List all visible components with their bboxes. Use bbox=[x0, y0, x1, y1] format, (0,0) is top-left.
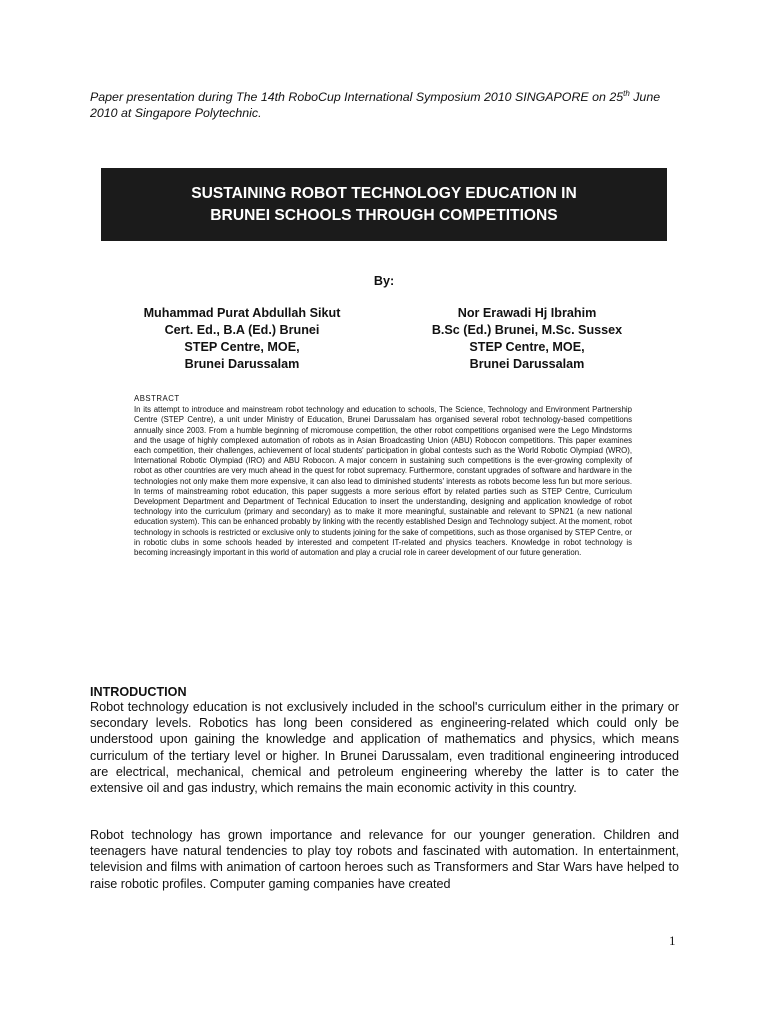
author-name: Muhammad Purat Abdullah Sikut bbox=[143, 306, 341, 320]
abstract-section bbox=[134, 394, 632, 558]
presentation-note bbox=[90, 89, 690, 121]
author-name: Nor Erawadi Hj Ibrahim bbox=[457, 306, 597, 320]
introduction-paragraph-2: Robot technology has grown importance and relevance for our younger generation. Children and teenagers have natural tendencies to play toy robots and fascinated with automation. In entertainment, television and films with animation of cartoon heroes such as Transformers and Star Wars have helped to raise robotic profiles. Computer gaming companies have created bbox=[90, 828, 679, 891]
presentation-note-superscript: th bbox=[623, 88, 630, 98]
author-block-1 bbox=[102, 305, 382, 373]
title-banner bbox=[101, 168, 667, 241]
introduction-heading: INTRODUCTION bbox=[90, 685, 187, 699]
introduction-paragraph-1: Robot technology education is not exclusively included in the school's curriculum either in the primary or secondary levels. Robotics has long been considered as engineering-related which could only be understood upon gaining the knowledge and application of mathematics and physics, which means curriculum of the tertiary level or higher. In Brunei Darussalam, even traditional engineering introduced are electrical, mechanical, chemical and petroleum engineering whereby the latter is to cater the extensive oil and gas industry, which remains the main economic activity in this country. bbox=[90, 700, 679, 796]
author-organization: STEP Centre, MOE, bbox=[469, 340, 585, 354]
by-label: By: bbox=[373, 274, 395, 288]
author-credentials: B.Sc (Ed.) Brunei, M.Sc. Sussex bbox=[431, 323, 623, 337]
author-credentials: Cert. Ed., B.A (Ed.) Brunei bbox=[164, 323, 320, 337]
presentation-note-text: Paper presentation during The 14th RoboCup International Symposium 2010 SINGAPORE on 25 bbox=[90, 90, 624, 104]
author-organization: STEP Centre, MOE, bbox=[184, 340, 300, 354]
abstract-label: ABSTRACT bbox=[134, 394, 180, 403]
page-number: 1 bbox=[669, 933, 676, 948]
author-location: Brunei Darussalam bbox=[469, 357, 585, 371]
author-block-2 bbox=[387, 305, 667, 373]
abstract-body: In its attempt to introduce and mainstream robot technology and education to schools, The Science, Technology and Environment Partnership Centre (STEP Centre), a unit under Ministry of Education, Brunei Darussalam has organised several robot technology-based competitions annually since 2003. From a humble beginning of micromouse competition, the other robot competitions organised were the Lego Mindstorms and the usage of highly complexed automation of robots as in Asian Broadcasting Union (ABU) Robocon competitions. This paper examines each competition, their challenges, achievement of local students' participation in global contests such as the World Robotic Olympiad (WRO), International Robotic Olympiad (IRO) and ABU Robocon. A major concern in sustaining such competitions is the ever-growing complexity of robot as other countries are very much ahead in the quest for robot supremacy. Furthermore, constant upgrades of software and hardware in the technologies not only make them more expensive, it can also lead to diminished students' interests as robots become less fun but more serious. In terms of mainstreaming robot education, this paper suggests a more serious effort by related parties such as STEP Centre, Curriculum Development Department and Department of Technical Education to insert the understanding, designing and application knowledge of robot technology into the curriculum (primary and secondary) as to make it more meaningful, sustainable and relevant to SPN21 (a new national education system). This can be enhanced probably by linking with the recently established Design and Technology subject. At the moment, robot technology in schools is restricted or exclusive only to students joining for the sake of competitions, such as those organised by STEP Centre, or in robotic clubs in some schools headed by interested and competent IT-related and physics teachers. Knowledge in robot technology is becoming increasingly important in this world of automation and play a crucial role in career development of our future generation. bbox=[134, 405, 632, 558]
paper-title: SUSTAINING ROBOT TECHNOLOGY EDUCATION IN BRUNEI SCHOOLS THROUGH COMPETITIONS bbox=[191, 184, 577, 224]
presentation-note-text-after: June 2010 at Singapore Polytechnic. bbox=[90, 90, 661, 120]
author-location: Brunei Darussalam bbox=[184, 357, 300, 371]
